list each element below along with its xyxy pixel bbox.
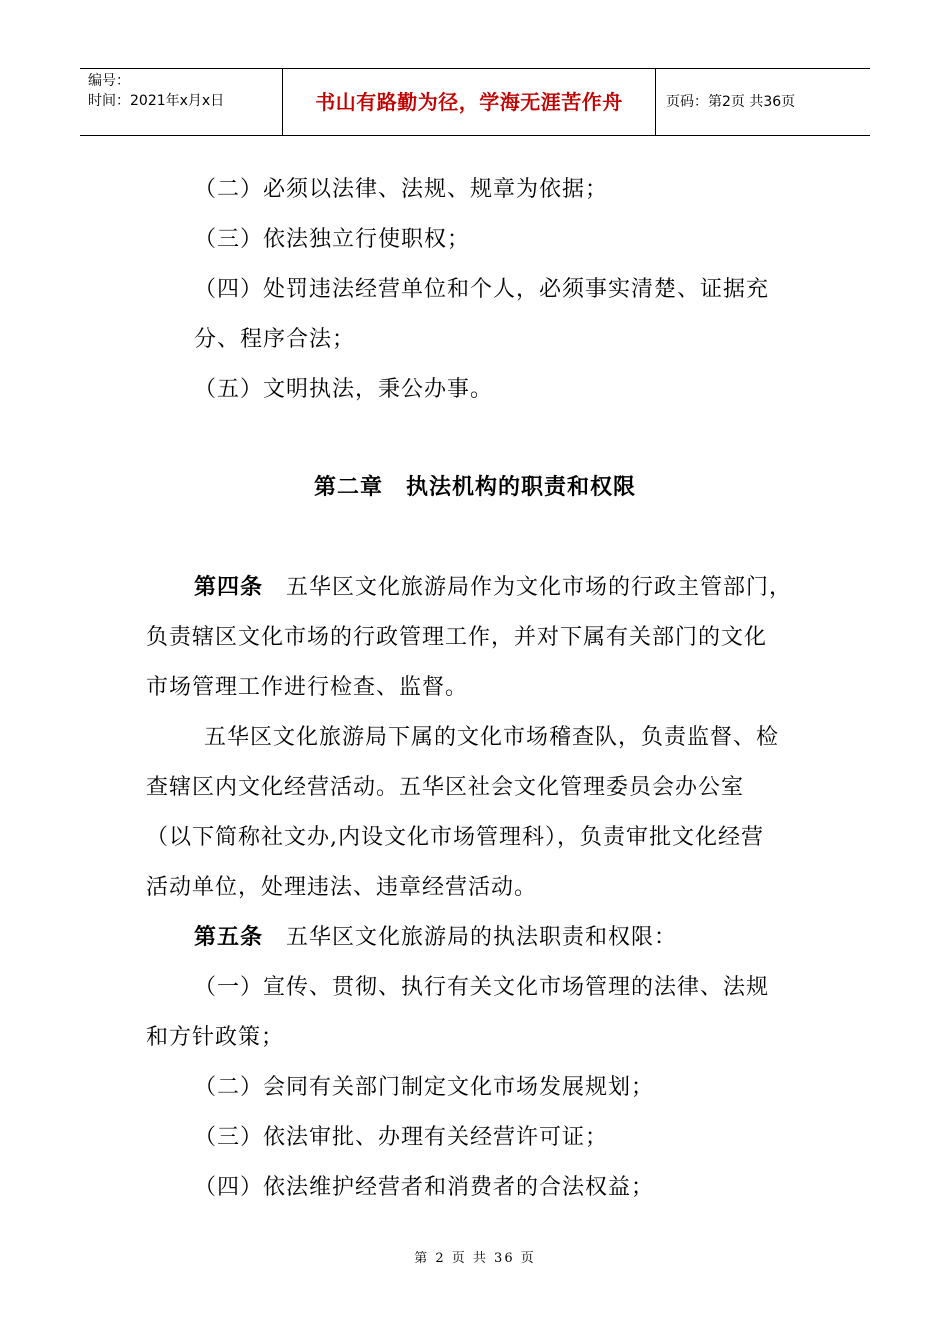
item-three: （三）依法独立行使职权； bbox=[194, 227, 471, 252]
page-footer: 第 2 页 共 36 页 bbox=[414, 1251, 536, 1266]
chapter-title: 第二章 执法机构的职责和权限 bbox=[313, 475, 636, 500]
item-two: （二）必须以法律、法规、规章为依据； bbox=[194, 177, 609, 202]
article-five-item-three: （三）依法审批、办理有关经营许可证； bbox=[194, 1125, 609, 1150]
item-four-line-2: 分、程序合法； bbox=[194, 327, 356, 352]
article-four-label: 第四条 bbox=[194, 575, 264, 600]
header-page-info: 页码：第2页 共36页 bbox=[666, 94, 796, 110]
article-four-line-3: 市场管理工作进行检查、监督。 bbox=[146, 675, 469, 700]
article-five-item-two: （二）会同有关部门制定文化市场发展规划； bbox=[194, 1075, 655, 1100]
header-motto-cell bbox=[282, 69, 656, 135]
article-four-para2-line-4: 活动单位，处理违法、违章经营活动。 bbox=[146, 875, 538, 900]
article-five-label: 第五条 bbox=[194, 925, 264, 950]
article-five-item-one-line-2: 和方针政策； bbox=[146, 1025, 285, 1050]
article-five-item-one-line-1: （一）宣传、贯彻、执行有关文化市场管理的法律、法规 bbox=[194, 975, 770, 1000]
article-four-para2-line-3: （以下简称社文办,内设文化市场管理科），负责审批文化经营 bbox=[146, 825, 764, 850]
item-five: （五）文明执法，秉公办事。 bbox=[194, 377, 494, 402]
article-five-text-1: 五华区文化旅游局的执法职责和权限： bbox=[263, 925, 678, 950]
article-four-para2-line-2: 查辖区内文化经营活动。五华区社会文化管理委员会办公室 bbox=[146, 775, 745, 800]
document-time-label: 时间：2021年x月x日 bbox=[88, 93, 225, 109]
header-motto: 书山有路勤为径，学海无涯苦作舟 bbox=[315, 90, 623, 114]
header-page-cell bbox=[656, 69, 870, 135]
article-four-text-1: 五华区文化旅游局作为文化市场的行政主管部门， bbox=[263, 575, 793, 600]
header-meta-cell bbox=[80, 69, 282, 135]
article-five-line-1 bbox=[194, 920, 677, 951]
item-four-line-1: （四）处罚违法经营单位和个人，必须事实清楚、证据充 bbox=[194, 277, 770, 302]
article-five-item-four: （四）依法维护经营者和消费者的合法权益； bbox=[194, 1175, 655, 1200]
document-header bbox=[80, 68, 870, 136]
article-four-para2-line-1: 五华区文化旅游局下属的文化市场稽查队，负责监督、检 bbox=[204, 725, 780, 750]
article-four-line-2: 负责辖区文化市场的行政管理工作，并对下属有关部门的文化 bbox=[146, 625, 768, 650]
article-four-line-1 bbox=[194, 570, 792, 601]
document-number-label: 编号： bbox=[88, 73, 130, 89]
